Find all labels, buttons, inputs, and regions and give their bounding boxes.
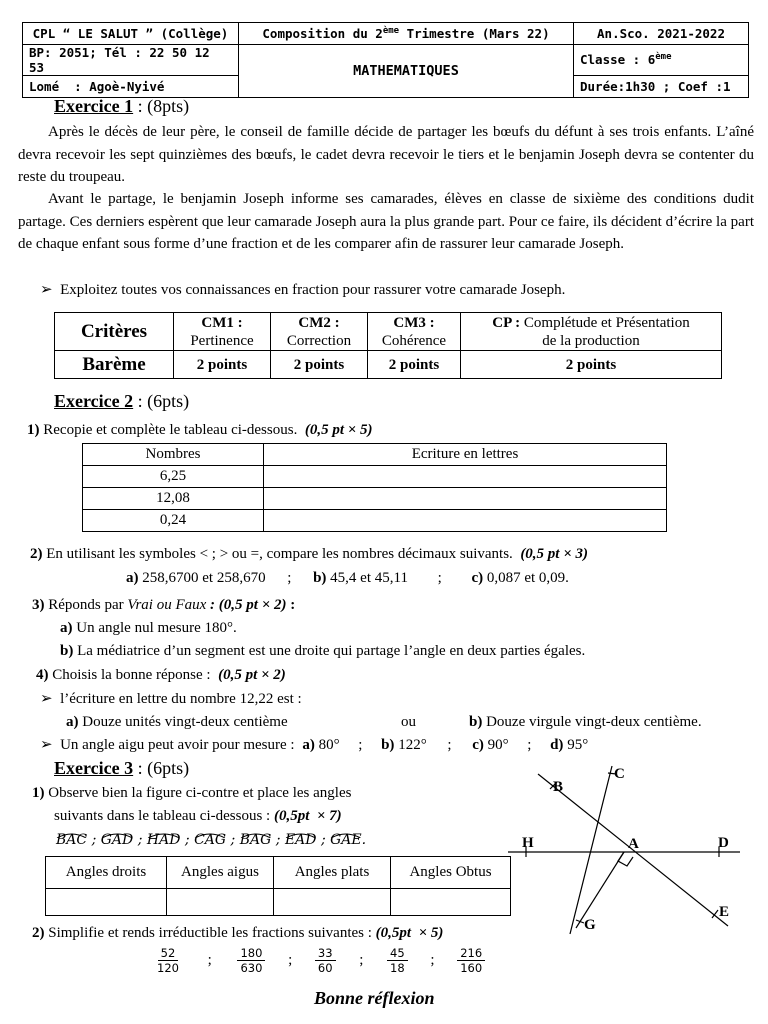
angles-table <box>45 856 511 916</box>
angle-bac: BAC <box>56 832 88 848</box>
criteria-cm1: CM1 : Pertinence <box>174 313 271 351</box>
bareme-label: Barème <box>55 351 174 379</box>
bareme-cm3: 2 points <box>368 351 461 379</box>
arrow-bullet-icon: ➢ <box>40 737 53 753</box>
school-year: An.Sco. 2021-2022 <box>574 23 749 45</box>
school-name: CPL “ LE SALUT ” (Collège) <box>23 23 239 45</box>
ex2-q3: 3) Réponds par Vrai ou Faux : (0,5 pt × 2) : <box>32 597 296 613</box>
ex1-title: Exercice 1 : (8pts) <box>54 96 190 116</box>
fractions-row: $\frac{52}{120}$ ; $\frac{180}{630}$ ; $\frac{33}{60}$ ; $\frac{45}{18}$ ; $\frac{216}{160}$ <box>154 946 485 975</box>
cell-angles-plats <box>274 889 391 916</box>
city: Lomé : Agoè-Nyivé <box>23 76 239 98</box>
ex2-q2: 2) En utilisant les symboles < ; > ou =, compare les nombres décimaux suivants. (0,5 pt × 3) <box>30 546 589 562</box>
label-d: D <box>718 835 729 851</box>
angle-gad: GAD <box>100 832 134 848</box>
fraction: $\frac{52}{120}$ <box>157 946 179 975</box>
angle-had: HAD <box>146 832 181 848</box>
cell-angles-obtus <box>391 889 511 916</box>
label-e: E <box>719 904 730 920</box>
header-table <box>22 22 749 98</box>
number-cell: 6,25 <box>83 466 264 488</box>
ex2-q4-bullet-2: ➢ Un angle aigu peut avoir pour mesure : a) 80° ; b) 122° ; c) 90° ; d) 95° <box>40 737 589 753</box>
angle-cag: CAG <box>194 832 227 848</box>
header-angles-obtus: Angles Obtus <box>391 857 511 889</box>
class-label: Classe : 6ème <box>574 45 749 76</box>
letters-cell <box>264 510 667 532</box>
composition-title: Composition du 2ème Trimestre (Mars 22) <box>239 23 574 45</box>
label-a: A <box>628 836 639 852</box>
number-cell: 0,24 <box>83 510 264 532</box>
cell-angles-droits <box>46 889 167 916</box>
ex2-q4-option-a: a) Douze unités vingt-deux centième <box>66 714 288 730</box>
numbers-table <box>82 443 667 532</box>
ex3-title: Exercice 3 : (6pts) <box>54 758 190 778</box>
bareme-cp: 2 points <box>461 351 722 379</box>
letters-cell <box>264 466 667 488</box>
letters-cell <box>264 488 667 510</box>
angle-ead: EAD <box>284 832 317 848</box>
ex1-paragraph-1: Après le décès de leur père, le conseil de famille décide de partager les bœufs du défunt à ses trois enfants. L’aîné devra recevoir les sept quinzièmes des bœufs, le cadet devra recevoir le tiers et le benjamin Joseph devra se contenter du reste du troupeau. <box>18 124 754 185</box>
ex2-q3-a: a) Un angle nul mesure 180°. <box>60 620 237 636</box>
label-b: B <box>553 779 564 795</box>
ex1-paragraph-2: Avant le partage, le benjamin Joseph informe ses camarades, élèves en classe de sixième des conditions dudit partage. Ces derniers espèrent que leur camarade Joseph aura la plus grande part. Pour ce faire, ils décident d’écrire la part de chaque enfant sous forme d’une fraction et de les comparer afin de rassurer leur camarade Joseph. <box>18 191 754 252</box>
ex3-q2: 2) Simplifie et rends irréductible les fractions suivantes : (0,5pt × 5) <box>32 925 444 941</box>
fraction: $\frac{33}{60}$ <box>315 946 336 975</box>
criteria-cp: CP : Complétude et Présentation de la production <box>461 313 722 351</box>
criteria-label: Critères <box>55 313 174 351</box>
geometry-figure <box>500 760 750 940</box>
ex2-title: Exercice 2 : (6pts) <box>54 391 190 411</box>
ex2-q1: 1) Recopie et complète le tableau ci-dessous. (0,5 pt × 5) <box>27 422 373 438</box>
header-angles-aigus: Angles aigus <box>167 857 274 889</box>
arrow-bullet-icon: ➢ <box>40 691 53 707</box>
angle-gae: GAE <box>330 832 362 848</box>
header-angles-droits: Angles droits <box>46 857 167 889</box>
ex2-q4-or: ou <box>401 714 416 730</box>
label-h: H <box>522 835 534 851</box>
ex2-q4-bullet-1: ➢ l’écriture en lettre du nombre 12,22 est : <box>40 691 302 707</box>
header-angles-plats: Angles plats <box>274 857 391 889</box>
criteria-cm3: CM3 : Cohérence <box>368 313 461 351</box>
ex2-q3-b: b) La médiatrice d’un segment est une droite qui partage l’angle en deux parties égales. <box>60 643 586 659</box>
number-cell: 12,08 <box>83 488 264 510</box>
fraction: $\frac{45}{18}$ <box>387 946 408 975</box>
label-c: C <box>614 766 625 782</box>
angle-list: BAC ; GAD ; HAD ; CAG ; BAG ; EAD ; GAE. <box>56 826 366 848</box>
ex2-q2-items: a) 258,6700 et 258,670 ; b) 45,4 et 45,11 ; c) 0,087 et 0,09. <box>126 570 569 586</box>
bareme-cm1: 2 points <box>174 351 271 379</box>
ex1-bullet: ➢ Exploitez toutes vos connaissances en fraction pour rassurer votre camarade Joseph. <box>40 282 566 298</box>
fraction: $\frac{180}{630}$ <box>237 946 265 975</box>
duration: Durée:1h30 ; Coef :1 <box>574 76 749 98</box>
ex2-q4: 4) Choisis la bonne réponse : (0,5 pt × 2) <box>36 667 286 683</box>
angle-bag: BAG <box>239 832 272 848</box>
ex3-q1-line2: suivants dans le tableau ci-dessous : (0,5pt × 7) <box>54 808 342 824</box>
ex3-q1-line1: 1) Observe bien la figure ci-contre et place les angles <box>32 785 352 801</box>
ex2-q4-option-b: b) Douze virgule vingt-deux centième. <box>469 714 702 730</box>
numbers-header: Nombres <box>83 444 264 466</box>
bp-phone: BP: 2051; Tél : 22 50 12 53 <box>23 45 239 76</box>
letters-header: Ecriture en lettres <box>264 444 667 466</box>
subject-title: MATHEMATIQUES <box>239 45 574 98</box>
cell-angles-aigus <box>167 889 274 916</box>
fraction: $\frac{216}{160}$ <box>457 946 485 975</box>
line-cg <box>570 766 612 934</box>
bareme-cm2: 2 points <box>271 351 368 379</box>
footer-message: Bonne réflexion <box>314 988 435 1008</box>
criteria-cm2: CM2 : Correction <box>271 313 368 351</box>
criteria-table <box>54 312 722 379</box>
arrow-bullet-icon: ➢ <box>40 282 53 298</box>
label-g: G <box>584 917 596 933</box>
